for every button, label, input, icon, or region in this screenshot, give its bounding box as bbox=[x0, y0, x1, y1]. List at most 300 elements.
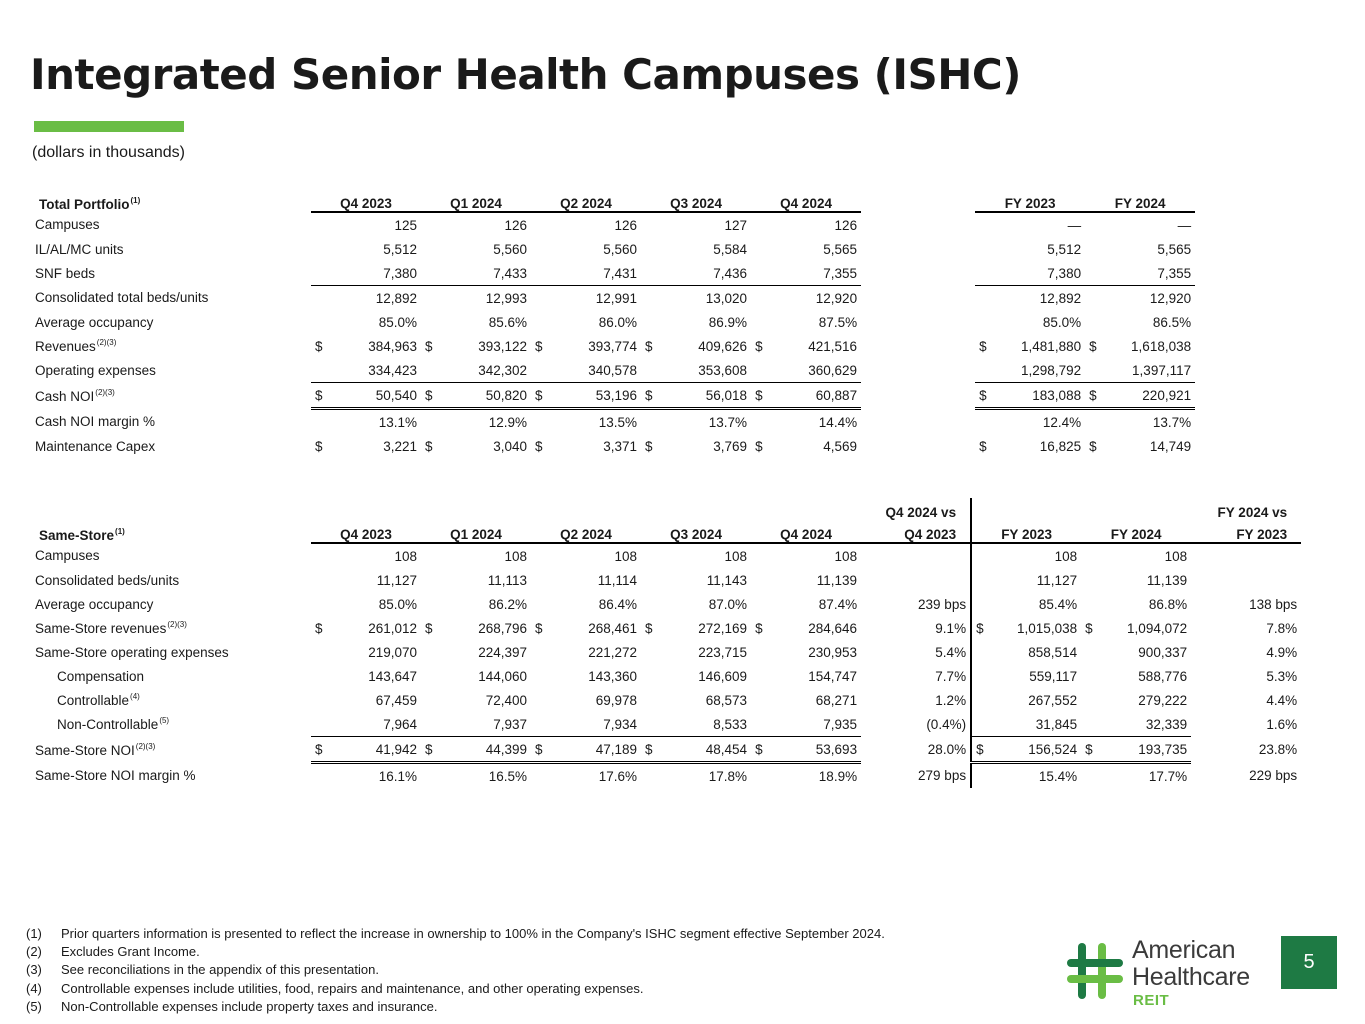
table-cell: 11,143 bbox=[706, 572, 748, 588]
currency-symbol bbox=[421, 763, 441, 789]
table-row bbox=[31, 543, 1301, 568]
currency-symbol: $ bbox=[531, 383, 551, 409]
currency-symbol bbox=[421, 310, 441, 334]
col-header: FY 2024 bbox=[1081, 498, 1191, 543]
table-cell: 360,629 bbox=[771, 358, 861, 383]
fy-change-cell: 7.8% bbox=[1266, 620, 1298, 636]
table-cell: 48,454 bbox=[661, 737, 751, 763]
fy-change-cell: 4.4% bbox=[1266, 692, 1298, 708]
same-store-table bbox=[31, 498, 1301, 788]
table-cell: 126 bbox=[504, 217, 528, 233]
footnote bbox=[26, 980, 885, 998]
table-cell: 284,646 bbox=[808, 620, 858, 636]
table-row bbox=[31, 763, 1301, 789]
table-cell: 146,609 bbox=[698, 668, 748, 684]
currency-symbol bbox=[421, 409, 441, 435]
footnote-text: Prior quarters information is presented to reflect the increase in ownership to 100% in the Company's ISHC segment effective September 2024. bbox=[61, 926, 885, 941]
table-cell: 108 bbox=[1164, 548, 1188, 564]
table-cell: 1,481,880 bbox=[1021, 338, 1082, 354]
currency-symbol bbox=[311, 310, 331, 334]
spacer-cell bbox=[861, 286, 975, 311]
currency-symbol bbox=[1085, 286, 1105, 311]
table-cell: 3,040 bbox=[493, 438, 528, 454]
currency-symbol bbox=[641, 286, 661, 311]
table-cell: 5,560 bbox=[603, 241, 638, 257]
table-cell: 86.8% bbox=[1148, 596, 1188, 612]
table-cell: 224,397 bbox=[478, 644, 528, 660]
currency-symbol bbox=[751, 568, 771, 592]
change-cell: 5.4% bbox=[935, 644, 967, 660]
table-row bbox=[31, 409, 1195, 435]
table-cell: 7,433 bbox=[441, 261, 531, 286]
table-cell: 12,993 bbox=[485, 290, 528, 306]
table-cell: 7,436 bbox=[661, 261, 751, 286]
table-cell: 409,626 bbox=[698, 338, 748, 354]
table-cell: 5,565 bbox=[823, 241, 858, 257]
table-cell: 13.7% bbox=[1152, 414, 1192, 430]
table-row bbox=[31, 568, 1301, 592]
table-cell: 393,122 bbox=[478, 338, 528, 354]
table-cell: 279,222 bbox=[1138, 692, 1188, 708]
col-header: Q3 2024 bbox=[641, 498, 751, 543]
table-cell: 1,015,038 bbox=[1017, 620, 1078, 636]
page-number: 5 bbox=[1281, 936, 1337, 989]
currency-symbol bbox=[531, 310, 551, 334]
page-title: Integrated Senior Health Campuses (ISHC) bbox=[30, 50, 1021, 99]
table-cell: 108 bbox=[834, 548, 858, 564]
table-cell: 125 bbox=[394, 217, 418, 233]
table-cell: 14.4% bbox=[818, 414, 858, 430]
col-header-fy-change-bottom: FY 2023 bbox=[1191, 520, 1301, 543]
table-cell: 5,584 bbox=[713, 241, 748, 257]
currency-symbol: $ bbox=[421, 383, 441, 409]
currency-symbol: $ bbox=[1085, 383, 1105, 409]
table-cell: 17.6% bbox=[598, 768, 638, 784]
table-cell: 108 bbox=[504, 548, 528, 564]
currency-symbol: $ bbox=[971, 737, 991, 763]
table-cell: 85.4% bbox=[1038, 596, 1078, 612]
table-row bbox=[31, 286, 1195, 311]
currency-symbol bbox=[1085, 261, 1105, 286]
table-cell: 11,114 bbox=[597, 572, 638, 588]
table-cell: 41,942 bbox=[331, 737, 421, 763]
table-cell: 15.4% bbox=[1038, 768, 1078, 784]
table-cell: 1,094,072 bbox=[1127, 620, 1188, 636]
row-label bbox=[31, 712, 311, 737]
fy-change-cell bbox=[1191, 568, 1301, 592]
total-portfolio-heading: Total Portfolio$^{(1)}$ bbox=[39, 196, 141, 212]
table-cell: 421,516 bbox=[808, 338, 858, 354]
table-cell: 12.9% bbox=[488, 414, 528, 430]
table-cell: 261,012 bbox=[368, 620, 418, 636]
change-cell: 7.7% bbox=[935, 668, 967, 684]
table-cell: 230,953 bbox=[808, 644, 858, 660]
row-label-text: Compensation bbox=[57, 668, 145, 684]
table-cell: 108 bbox=[1054, 548, 1078, 564]
table-cell: 13.5% bbox=[598, 414, 638, 430]
table-cell: 1,618,038 bbox=[1131, 338, 1192, 354]
row-label-text: Non-Controllable bbox=[57, 717, 159, 733]
col-header: Q2 2024 bbox=[531, 187, 641, 212]
currency-symbol bbox=[971, 568, 991, 592]
currency-symbol: $ bbox=[535, 338, 543, 354]
table-cell: 342,302 bbox=[441, 358, 531, 383]
table-row bbox=[31, 334, 1195, 358]
currency-symbol bbox=[971, 543, 991, 568]
spacer-cell bbox=[861, 261, 975, 286]
currency-symbol bbox=[531, 712, 551, 737]
currency-symbol bbox=[751, 688, 771, 712]
table-cell: 156,524 bbox=[991, 737, 1081, 763]
currency-symbol bbox=[531, 664, 551, 688]
col-header: Q4 2024 bbox=[751, 187, 861, 212]
table-cell: 11,113 bbox=[487, 572, 528, 588]
footnote-ref: (2)(3) bbox=[95, 387, 115, 397]
footnote-number: (5) bbox=[26, 998, 42, 1014]
row-label bbox=[31, 640, 311, 664]
table-cell: 16,825 bbox=[1039, 438, 1082, 454]
table-cell: 144,060 bbox=[478, 668, 528, 684]
table-cell: 8,533 bbox=[661, 712, 751, 737]
currency-symbol bbox=[421, 688, 441, 712]
row-label-text: Campuses bbox=[35, 548, 100, 563]
row-label bbox=[31, 310, 311, 334]
currency-symbol bbox=[751, 237, 771, 261]
table-cell: 7,380 bbox=[331, 261, 421, 286]
spacer-cell bbox=[861, 310, 975, 334]
table-cell: 126 bbox=[614, 217, 638, 233]
logo-text-healthcare: Healthcare bbox=[1132, 963, 1250, 991]
currency-symbol: $ bbox=[645, 620, 653, 636]
logo-text-reit: REIT bbox=[1133, 992, 1170, 1009]
table-row bbox=[31, 237, 1195, 261]
table-cell: 268,796 bbox=[478, 620, 528, 636]
currency-symbol bbox=[975, 310, 995, 334]
currency-symbol bbox=[975, 261, 995, 286]
currency-symbol bbox=[311, 212, 331, 237]
spacer-cell bbox=[861, 409, 975, 435]
currency-symbol bbox=[751, 543, 771, 568]
fy-change-cell bbox=[1191, 543, 1301, 568]
currency-symbol bbox=[971, 712, 991, 737]
currency-symbol: $ bbox=[971, 616, 991, 640]
table-cell: 3,371 bbox=[603, 438, 638, 454]
table-cell: 4,569 bbox=[823, 438, 858, 454]
row-label-text: Operating expenses bbox=[35, 362, 156, 378]
row-label-text: SNF beds bbox=[35, 265, 96, 281]
table-cell: 219,070 bbox=[368, 644, 418, 660]
table-row bbox=[31, 664, 1301, 688]
currency-symbol: $ bbox=[645, 338, 653, 354]
footnote bbox=[26, 961, 885, 979]
currency-symbol bbox=[641, 409, 661, 435]
table-cell: 32,339 bbox=[1101, 712, 1191, 737]
currency-symbol bbox=[641, 261, 661, 286]
footnote-text: Excludes Grant Income. bbox=[61, 944, 200, 960]
table-cell: — bbox=[1177, 217, 1192, 233]
table-cell: 272,169 bbox=[698, 620, 748, 636]
footnote-ref: (2)(3) bbox=[96, 338, 117, 347]
currency-symbol: $ bbox=[755, 438, 763, 454]
table-cell: 56,018 bbox=[661, 383, 751, 409]
row-label-text: Average occupancy bbox=[35, 596, 154, 612]
currency-symbol bbox=[1081, 763, 1101, 789]
currency-symbol bbox=[641, 237, 661, 261]
currency-symbol bbox=[751, 712, 771, 737]
currency-symbol: $ bbox=[751, 737, 771, 763]
currency-symbol bbox=[971, 640, 991, 664]
footnote-ref: (5) bbox=[159, 716, 170, 726]
currency-symbol bbox=[311, 664, 331, 688]
currency-symbol: $ bbox=[311, 383, 331, 409]
table-cell: 16.1% bbox=[378, 768, 418, 784]
currency-symbol bbox=[421, 358, 441, 383]
row-label bbox=[31, 592, 311, 616]
change-cell bbox=[861, 568, 971, 592]
currency-symbol: $ bbox=[641, 383, 661, 409]
currency-symbol bbox=[641, 712, 661, 737]
table-cell: 11,139 bbox=[816, 572, 858, 588]
currency-symbol bbox=[751, 310, 771, 334]
company-logo bbox=[1066, 936, 1266, 1012]
table-cell: 193,735 bbox=[1101, 737, 1191, 763]
table-row bbox=[31, 737, 1301, 763]
currency-symbol: $ bbox=[1089, 338, 1097, 354]
currency-symbol bbox=[971, 592, 991, 616]
table-cell: 86.4% bbox=[598, 596, 638, 612]
table-cell: 154,747 bbox=[808, 668, 858, 684]
spacer-cell bbox=[861, 358, 975, 383]
row-label bbox=[31, 763, 311, 789]
col-header: Q1 2024 bbox=[421, 187, 531, 212]
currency-symbol bbox=[751, 592, 771, 616]
currency-symbol bbox=[975, 237, 995, 261]
fy-change-cell: 1.6% bbox=[1266, 716, 1298, 732]
table-cell: 31,845 bbox=[991, 712, 1081, 737]
table-cell: 7,934 bbox=[551, 712, 641, 737]
change-cell: 279 bps bbox=[918, 767, 967, 783]
table-cell: 7,355 bbox=[1105, 261, 1195, 286]
currency-symbol bbox=[1081, 568, 1101, 592]
row-label-text: Maintenance Capex bbox=[35, 438, 156, 454]
currency-symbol bbox=[1081, 640, 1101, 664]
table-cell: 1,397,117 bbox=[1105, 358, 1195, 383]
row-label-text: Same-Store operating expenses bbox=[35, 644, 229, 660]
table-cell: 12,991 bbox=[595, 290, 638, 306]
currency-symbol bbox=[751, 409, 771, 435]
change-cell: 1.2% bbox=[935, 692, 967, 708]
row-label-text: Cash NOI margin % bbox=[35, 413, 156, 429]
footnote-number: (2) bbox=[26, 944, 42, 960]
currency-symbol: $ bbox=[311, 737, 331, 763]
row-label bbox=[31, 409, 311, 435]
table-cell: 12,892 bbox=[1039, 290, 1082, 306]
table-cell: 3,221 bbox=[383, 438, 418, 454]
fy-change-cell: 4.9% bbox=[1266, 644, 1298, 660]
footnote-text: See reconciliations in the appendix of this presentation. bbox=[61, 962, 379, 978]
table-cell: 18.9% bbox=[818, 768, 858, 784]
currency-symbol bbox=[531, 592, 551, 616]
currency-symbol bbox=[1081, 543, 1101, 568]
table-cell: 85.0% bbox=[378, 596, 418, 612]
currency-symbol bbox=[1085, 212, 1105, 237]
table-cell: 17.7% bbox=[1148, 768, 1188, 784]
table-cell: 68,573 bbox=[705, 692, 748, 708]
col-header: Q4 2023 bbox=[311, 187, 421, 212]
table-cell: 858,514 bbox=[1028, 644, 1078, 660]
table-cell: 126 bbox=[834, 217, 858, 233]
table-cell: 7,431 bbox=[551, 261, 641, 286]
table-row bbox=[31, 712, 1301, 737]
currency-symbol bbox=[641, 212, 661, 237]
currency-symbol bbox=[311, 286, 331, 311]
table-cell: 900,337 bbox=[1138, 644, 1188, 660]
table-cell: 85.6% bbox=[488, 314, 528, 330]
currency-symbol: $ bbox=[315, 438, 323, 454]
row-label bbox=[31, 543, 311, 568]
table-cell: 588,776 bbox=[1138, 668, 1188, 684]
table-cell: 11,127 bbox=[1036, 572, 1078, 588]
spacer-cell bbox=[861, 334, 975, 358]
currency-symbol bbox=[1081, 712, 1101, 737]
footnote bbox=[26, 998, 885, 1016]
currency-symbol: $ bbox=[755, 620, 763, 636]
row-label bbox=[31, 334, 311, 358]
table-cell: 1,298,792 bbox=[995, 358, 1085, 383]
currency-symbol bbox=[421, 543, 441, 568]
table-cell: 44,399 bbox=[441, 737, 531, 763]
currency-symbol: $ bbox=[315, 338, 323, 354]
currency-symbol bbox=[311, 409, 331, 435]
currency-symbol bbox=[751, 664, 771, 688]
table-cell: 87.4% bbox=[818, 596, 858, 612]
table-cell: 87.0% bbox=[708, 596, 748, 612]
row-label-text: Revenues bbox=[35, 339, 96, 354]
currency-symbol bbox=[531, 568, 551, 592]
table-cell: 85.0% bbox=[1042, 314, 1082, 330]
table-cell: 7,380 bbox=[995, 261, 1085, 286]
table-cell: 220,921 bbox=[1105, 383, 1195, 409]
spacer-cell bbox=[861, 434, 975, 458]
footnotes bbox=[26, 925, 885, 1016]
currency-symbol: $ bbox=[425, 620, 433, 636]
row-label bbox=[31, 383, 311, 409]
currency-symbol bbox=[531, 261, 551, 286]
col-header: Q3 2024 bbox=[641, 187, 751, 212]
currency-symbol bbox=[311, 358, 331, 383]
row-label-text: Same-Store NOI bbox=[35, 742, 135, 758]
fy-change-cell: 229 bps bbox=[1249, 767, 1298, 783]
table-cell: 353,608 bbox=[661, 358, 751, 383]
table-cell: — bbox=[1067, 217, 1082, 233]
currency-symbol bbox=[531, 688, 551, 712]
currency-symbol bbox=[311, 688, 331, 712]
table-cell: 384,963 bbox=[368, 338, 418, 354]
table-cell: 5,512 bbox=[383, 241, 418, 257]
table-cell: 559,117 bbox=[1029, 668, 1078, 684]
currency-symbol bbox=[311, 712, 331, 737]
table-cell: 11,139 bbox=[1146, 572, 1188, 588]
footnote-number: (1) bbox=[26, 926, 42, 941]
table-cell: 72,400 bbox=[485, 692, 528, 708]
table-cell: 221,272 bbox=[588, 644, 638, 660]
currency-symbol bbox=[531, 543, 551, 568]
table-cell: 7,937 bbox=[441, 712, 531, 737]
currency-symbol bbox=[641, 543, 661, 568]
table-cell: 143,360 bbox=[588, 668, 638, 684]
currency-symbol bbox=[641, 664, 661, 688]
currency-symbol bbox=[975, 286, 995, 311]
currency-symbol: $ bbox=[315, 620, 323, 636]
currency-symbol bbox=[971, 763, 991, 789]
col-header: FY 2024 bbox=[1085, 187, 1195, 212]
table-cell: 5,560 bbox=[493, 241, 528, 257]
table-row bbox=[31, 261, 1195, 286]
currency-symbol: $ bbox=[975, 383, 995, 409]
table-cell: 69,978 bbox=[595, 692, 638, 708]
total-portfolio-table bbox=[31, 187, 1195, 458]
change-cell: 9.1% bbox=[935, 620, 967, 636]
plus-cross-icon bbox=[1066, 942, 1124, 1000]
table-cell: 12,920 bbox=[815, 290, 858, 306]
row-label-text: Same-Store revenues bbox=[35, 621, 167, 636]
table-cell: 16.5% bbox=[488, 768, 528, 784]
row-label bbox=[31, 286, 311, 311]
currency-symbol bbox=[641, 640, 661, 664]
currency-symbol bbox=[311, 640, 331, 664]
fy-change-cell: 5.3% bbox=[1266, 668, 1298, 684]
table-cell: 17.8% bbox=[708, 768, 748, 784]
fy-change-cell: 23.8% bbox=[1258, 742, 1298, 757]
currency-symbol bbox=[641, 310, 661, 334]
table-cell: 143,647 bbox=[368, 668, 418, 684]
currency-symbol bbox=[421, 592, 441, 616]
currency-symbol: $ bbox=[641, 737, 661, 763]
table-row bbox=[31, 358, 1195, 383]
currency-symbol bbox=[311, 763, 331, 789]
table-cell: 127 bbox=[724, 217, 748, 233]
table-cell: 393,774 bbox=[588, 338, 638, 354]
col-header: FY 2023 bbox=[975, 187, 1085, 212]
currency-symbol bbox=[421, 664, 441, 688]
table-cell: 183,088 bbox=[995, 383, 1085, 409]
row-label bbox=[31, 737, 311, 763]
spacer-cell bbox=[861, 383, 975, 409]
currency-symbol bbox=[531, 358, 551, 383]
footnote-text: Non-Controllable expenses include property taxes and insurance. bbox=[61, 998, 438, 1014]
row-label bbox=[31, 212, 311, 237]
currency-symbol bbox=[975, 409, 995, 435]
footnote-ref: (2)(3) bbox=[135, 741, 156, 751]
currency-symbol: $ bbox=[1089, 438, 1097, 454]
table-cell: 334,423 bbox=[331, 358, 421, 383]
currency-symbol bbox=[751, 212, 771, 237]
table-cell: 223,715 bbox=[698, 644, 748, 660]
currency-symbol bbox=[641, 592, 661, 616]
table-row bbox=[31, 616, 1301, 640]
table-cell: 50,540 bbox=[331, 383, 421, 409]
col-header: Q4 2024 bbox=[751, 498, 861, 543]
table-cell: 267,552 bbox=[1028, 692, 1078, 708]
footnote-ref: (4) bbox=[130, 692, 140, 701]
row-label-text: IL/AL/MC units bbox=[35, 241, 124, 257]
footnote-number: (4) bbox=[26, 980, 42, 996]
col-header-fy-change-top: FY 2024 vs bbox=[1217, 505, 1288, 520]
footnote-text: Controllable expenses include utilities, food, repairs and maintenance, and other operating expenses. bbox=[61, 980, 644, 996]
table-cell: 3,769 bbox=[713, 438, 748, 454]
currency-symbol bbox=[421, 568, 441, 592]
table-row bbox=[31, 640, 1301, 664]
